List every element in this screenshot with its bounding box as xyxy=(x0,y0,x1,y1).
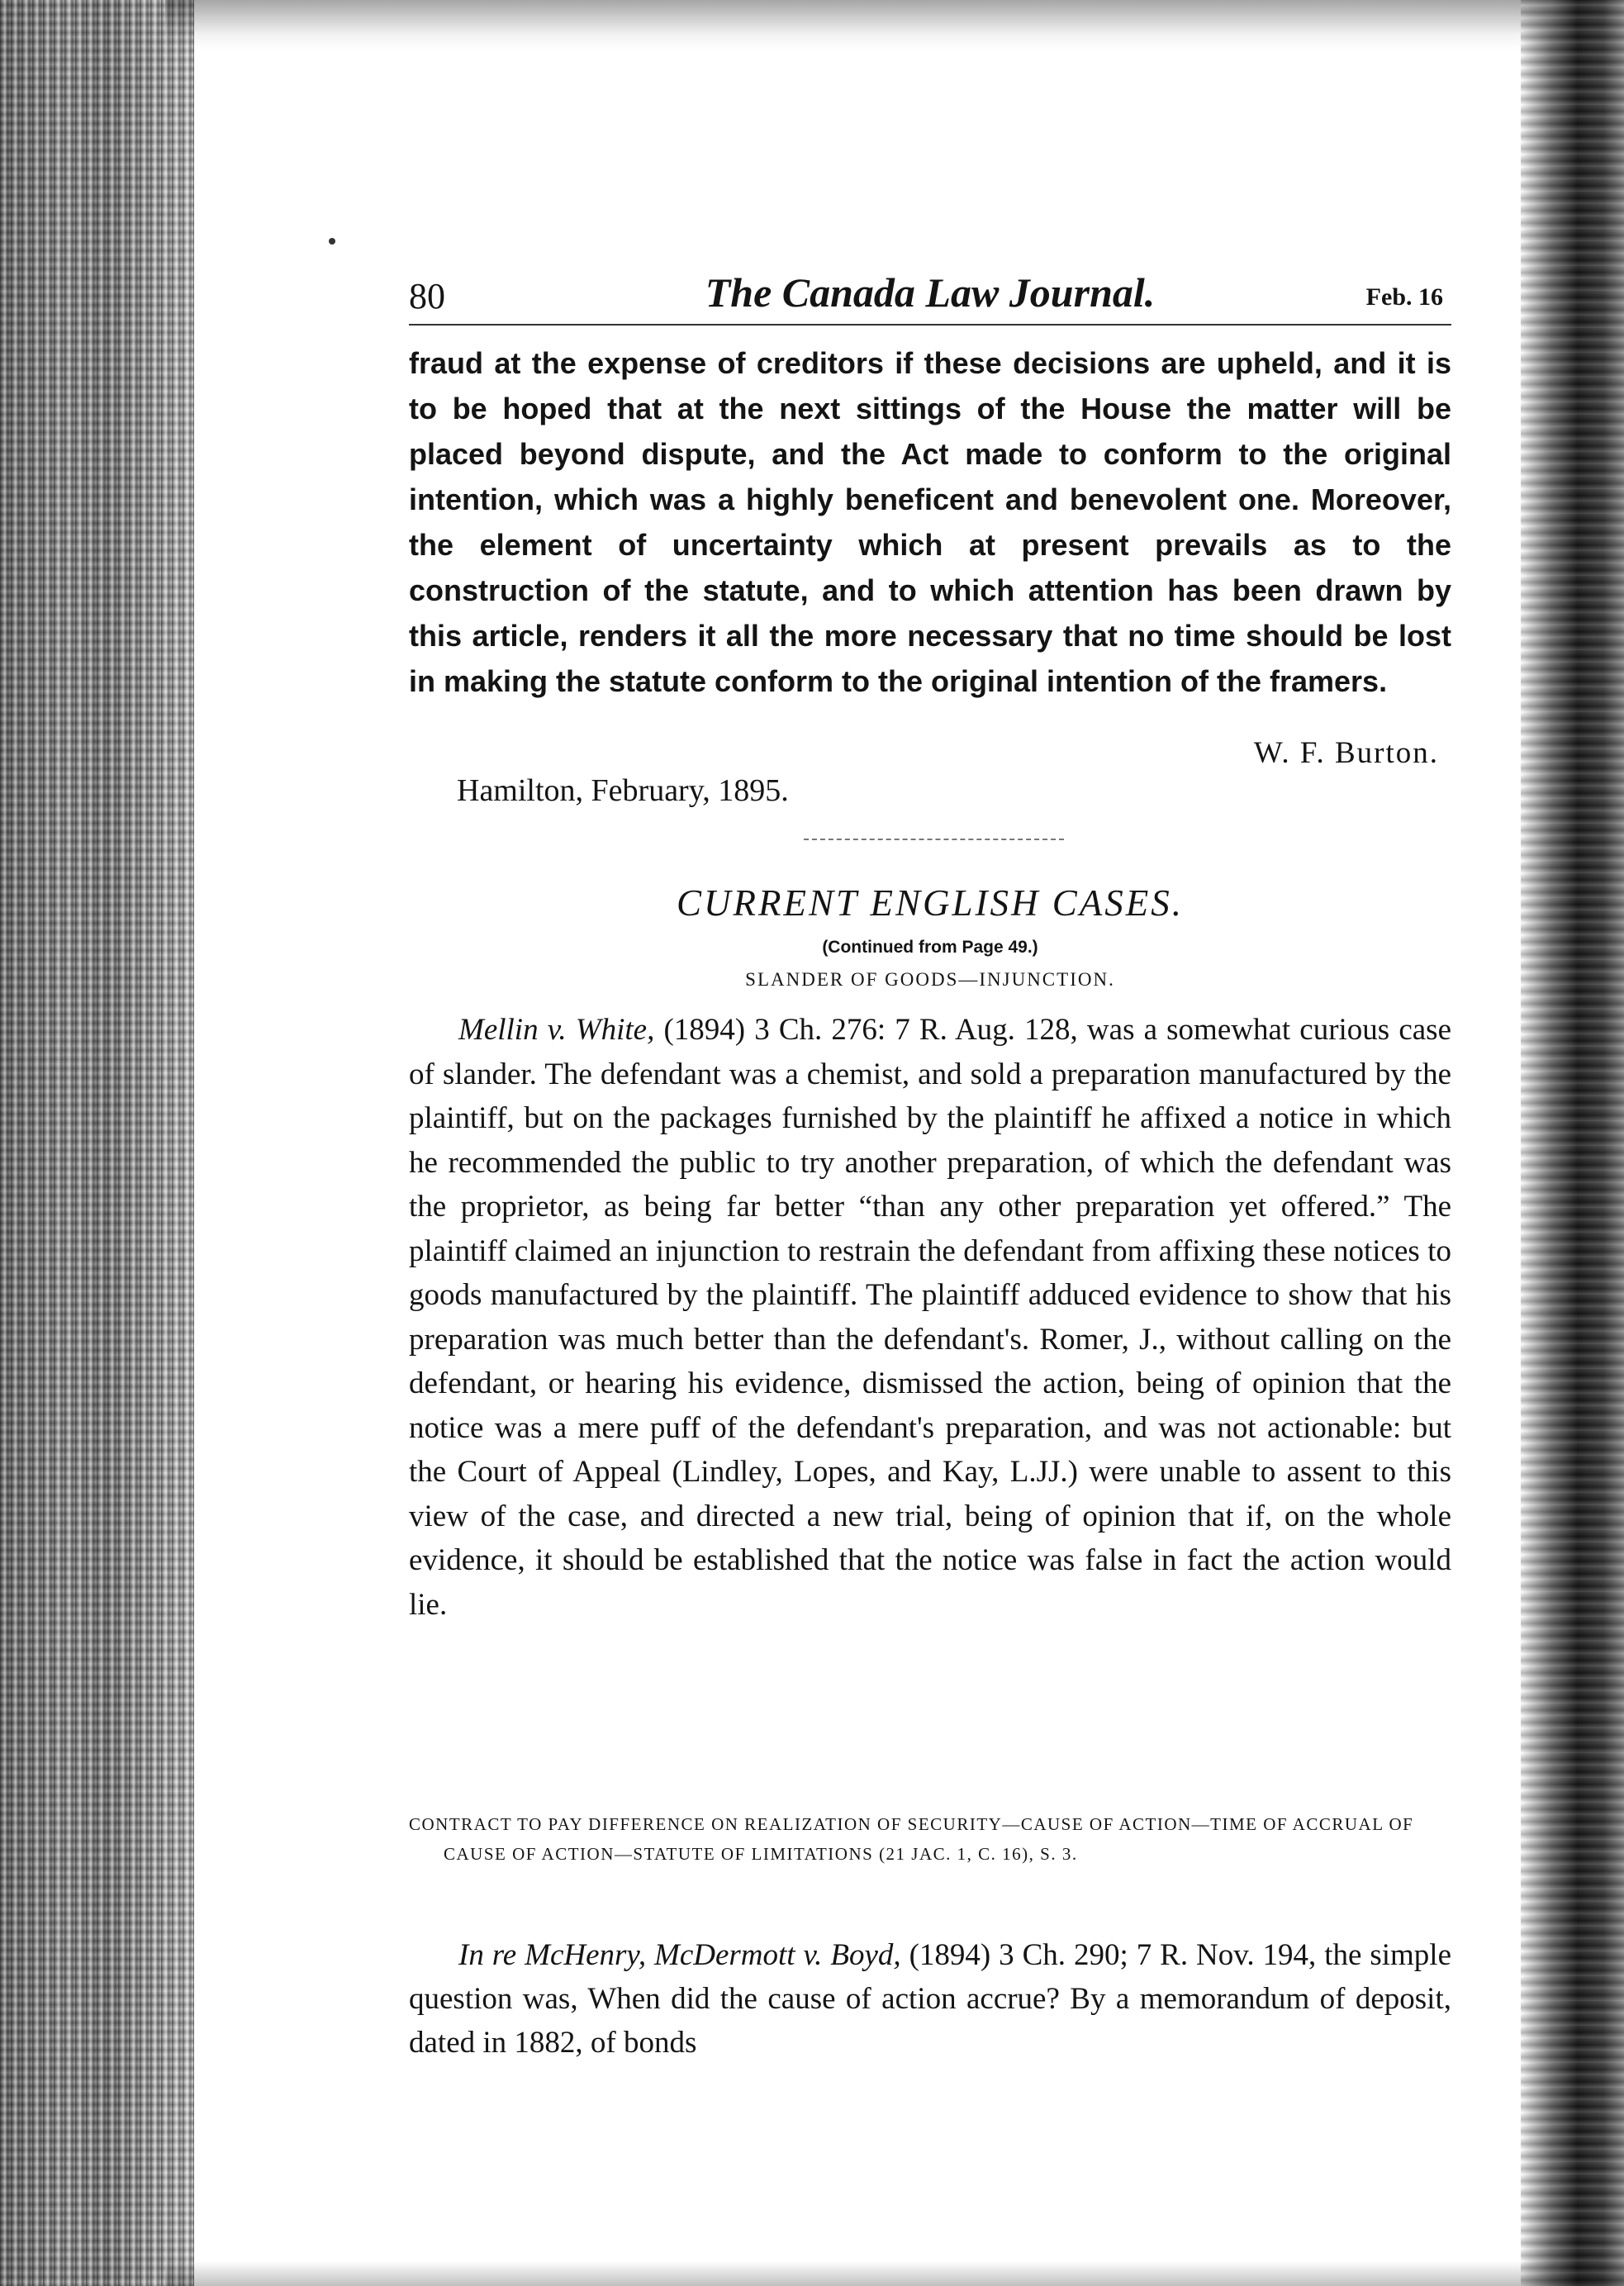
continued-note: (Continued from Page 49.) xyxy=(822,938,1038,957)
article-closing-paragraph: fraud at the expense of creditors if these decisions are upheld, and it is to be hoped that at the next sittings of the House the matter will be placed beyond dispute, and the Act made to conform to the original intention, which was a highly beneficent and benevolent one. Moreover, the element of uncertainty which at present prevails as to the construction of the statute, and to which attention has been drawn by this article, renders it all the more necessary that no time should be lost in making the statute conform to the original intention of the framers. xyxy=(409,346,1451,698)
header-rule xyxy=(409,324,1451,326)
page-right-edge xyxy=(1521,0,1624,2286)
scan-bottom-shadow xyxy=(165,2261,1624,2286)
scan-top-shadow xyxy=(165,0,1624,50)
case-text: (1894) 3 Ch. 290; 7 R. Nov. 194, the simple question was, When did the cause of action accrue? By a memorandum of deposit, dated in 1882, of bonds xyxy=(409,1938,1452,2060)
issue-date: Feb. 16 xyxy=(1365,283,1443,311)
section-separator xyxy=(804,839,1064,840)
running-header xyxy=(409,269,1451,318)
case-heading-mchenry: CONTRACT TO PAY DIFFERENCE ON REALIZATION OF SECURITY—CAUSE OF ACTION—TIME OF ACCRUAL OF CAUSE OF ACTION—STATUTE OF LIMITATIONS (21 JAC. 1, C. 16), S. 3. xyxy=(409,1814,1414,1864)
case-name: Mellin v. White, xyxy=(458,1013,655,1047)
case-text: (1894) 3 Ch. 276: 7 R. Aug. 128, was a somewhat curious case of slander. The defendant was a chemist, and sold a preparation manufactured by the plaintiff, but on the packages furnished by the plaintiff he affixed a notice in which he recommended the public to try another preparation, of which the defendant was the proprietor, as being far better “than any other preparation yet offered.” The plaintiff claimed an injunction to restrain the defendant from affixing these notices to goods manufactured by the plaintiff. The plaintiff adduced evidence to show that his preparation was much better than the defendant's. Romer, J., without calling on the defendant, or hearing his evidence, dismissed the action, being of opinion that the notice was a mere puff of the defendant's preparation, and was not actionable: but the Court of Appeal (Lindley, Lopes, and Kay, L.JJ.) were unable to assent to this view of the case, and directed a new trial, being of opinion that if, on the whole evidence, it should be established that the notice was false in fact the action would lie. xyxy=(409,1013,1452,1622)
author-signature: W. F. Burton. xyxy=(1253,736,1439,770)
case-name: In re McHenry, McDermott v. Boyd, xyxy=(458,1938,901,1972)
page-number: 80 xyxy=(409,276,445,316)
journal-title: The Canada Law Journal. xyxy=(705,269,1156,316)
ink-speck xyxy=(329,238,335,245)
case-paragraph-mellin xyxy=(409,1008,1451,1627)
section-title: CURRENT ENGLISH CASES. xyxy=(677,882,1184,924)
case-paragraph-mchenry xyxy=(409,1933,1451,2065)
book-binding-edge xyxy=(0,0,194,2286)
place-and-date: Hamilton, February, 1895. xyxy=(457,773,789,808)
case-subheading: SLANDER OF GOODS—INJUNCTION. xyxy=(745,969,1115,990)
